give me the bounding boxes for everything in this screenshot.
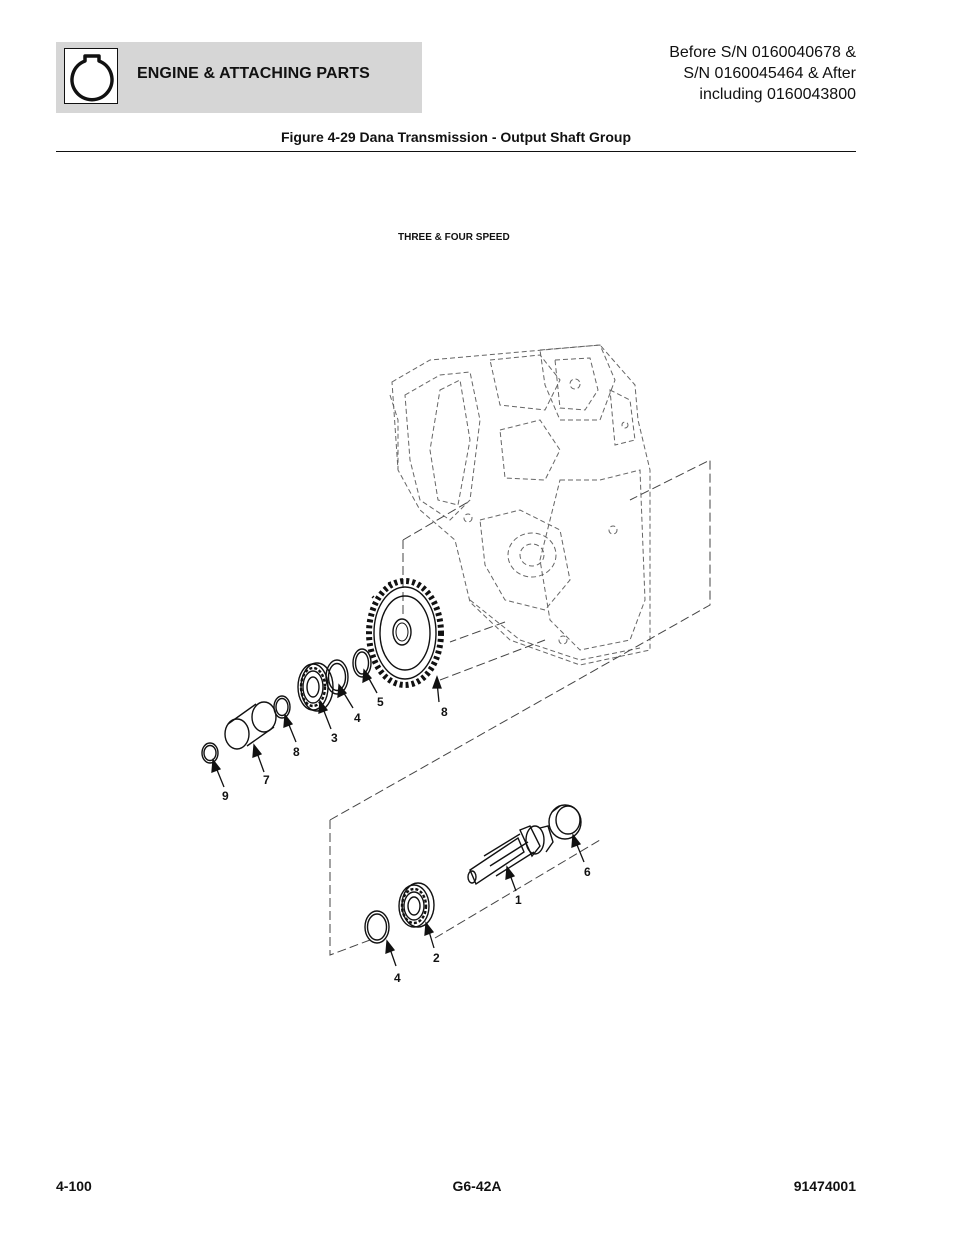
- snap-ring-4-lower: [365, 911, 389, 943]
- output-gear: [369, 581, 441, 685]
- leader-arrows: [212, 670, 584, 966]
- callout-label: 6: [584, 865, 591, 879]
- figure-title: Figure 4-29 Dana Transmission - Output Shaft Group: [280, 129, 632, 145]
- serial-line: S/N 0160045464 & After: [683, 65, 856, 82]
- snap-ring-4-upper: [326, 660, 348, 694]
- speed-note: THREE & FOUR SPEED: [398, 232, 510, 243]
- bearing-cap-6: [549, 805, 581, 839]
- callout-label: 3: [331, 731, 338, 745]
- callout-label: 7: [263, 773, 270, 787]
- callout-label: 4: [394, 971, 401, 985]
- snap-ring-8-left: [202, 743, 218, 763]
- serial-line: including 0160043800: [699, 86, 856, 103]
- snap-ring-5: [353, 649, 371, 677]
- sleeve-7: [225, 702, 276, 749]
- section-title: ENGINE & ATTACHING PARTS: [137, 65, 370, 82]
- callout-label: 9: [222, 789, 229, 803]
- model-number: G6-42A: [452, 1178, 502, 1194]
- callout-label: 4: [354, 711, 361, 725]
- callout-label: 1: [515, 893, 522, 907]
- page-number: 4-100: [56, 1178, 92, 1194]
- callout-labels: [222, 695, 591, 985]
- bearing-2: [399, 883, 434, 927]
- callout-label: 5: [377, 695, 384, 709]
- manual-number: 91474001: [793, 1178, 856, 1194]
- bearing-3: [298, 663, 333, 711]
- callout-label: 8: [441, 705, 448, 719]
- transmission-housing: [390, 345, 650, 665]
- serial-line: Before S/N 0160040678 &: [669, 44, 856, 61]
- callout-label: 8: [293, 745, 300, 759]
- callout-label: 2: [433, 951, 440, 965]
- exploded-view-phantom-lines: [330, 460, 710, 955]
